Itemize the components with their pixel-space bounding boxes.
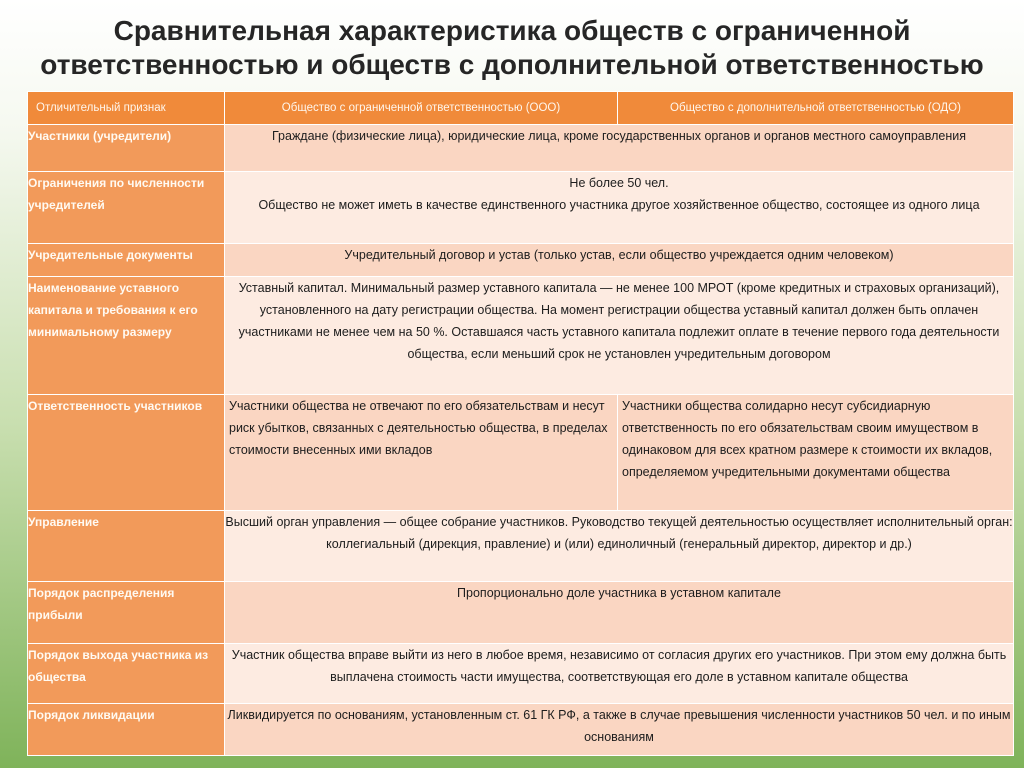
row-value-liability-odo: Участники общества солидарно несут субсидиарную ответственность по его обязательствам своим имуществом в одинаковом для всех кратном размере к стоимости их вкладов, определяемом учредительными документами общества (618, 395, 1014, 511)
row-value-founding-docs: Учредительный договор и устав (только устав, если общество учреждается одним человеком) (225, 244, 1014, 277)
row-label-participants: Участники (учредители) (28, 125, 225, 172)
row-value-liquidation: Ликвидируется по основаниям, установленным ст. 61 ГК РФ, а также в случае превышения численности участников 50 чел. и по иным основаниям (225, 704, 1014, 756)
row-value-participants: Граждане (физические лица), юридические лица, кроме государственных органов и органов местного самоуправления (225, 125, 1014, 172)
row-label-management: Управление (28, 511, 225, 582)
table-row-capital (28, 277, 1014, 395)
table-row-management (28, 511, 1014, 582)
table-header-row (28, 92, 1014, 125)
table-row-founder-limits (28, 172, 1014, 244)
table-row-founding-docs (28, 244, 1014, 277)
row-label-founding-docs: Учредительные документы (28, 244, 225, 277)
row-value-capital: Уставный капитал. Минимальный размер уставного капитала — не менее 100 МРОТ (кроме кредитных и страховых организаций), установленного на дату регистрации общества. На момент регистрации общества уставный капитал должен быть оплачен участниками не менее чем на 50 %. Оставшаяся часть уставного капитала подлежит оплате в течение первого года деятельности общества, если меньший срок не установлен учредительным договором (225, 277, 1014, 395)
row-value-founder-limits-line-1: Не более 50 чел. (569, 176, 669, 190)
row-label-liability: Ответственность участников (28, 395, 225, 511)
slide-title-line-2: ответственностью и обществ с дополнительной ответственностью (40, 49, 984, 80)
table-row-liability (28, 395, 1014, 511)
slide-title (0, 14, 1024, 82)
row-value-liability-ooo: Участники общества не отвечают по его обязательствам и несут риск убытков, связанных с деятельностью общества, в пределах стоимости внесенных ими вкладов (225, 395, 618, 511)
row-value-exit: Участник общества вправе выйти из него в любое время, независимо от согласия других его участников. При этом ему должна быть выплачена стоимость части имущества, соответствующая его доле в уставном капитале общества (225, 644, 1014, 704)
row-value-founder-limits (225, 172, 1014, 244)
header-feature: Отличительный признак (28, 92, 225, 125)
header-odo: Общество с дополнительной ответственностью (ОДО) (618, 92, 1014, 125)
table-row-participants (28, 125, 1014, 172)
row-label-exit: Порядок выхода участника из общества (28, 644, 225, 704)
table-row-exit (28, 644, 1014, 704)
row-value-founder-limits-line-2: Общество не может иметь в качестве единственного участника другое хозяйственное общество, состоящее из одного лица (258, 198, 980, 212)
row-label-founder-limits: Ограничения по численности учредителей (28, 172, 225, 244)
header-ooo: Общество с ограниченной ответственностью (ООО) (225, 92, 618, 125)
slide-title-line-1: Сравнительная характеристика обществ с ограниченной (113, 15, 911, 46)
table-row-liquidation (28, 704, 1014, 756)
row-label-liquidation: Порядок ликвидации (28, 704, 225, 756)
table-row-profit (28, 582, 1014, 644)
comparison-table (27, 91, 1014, 756)
row-value-management: Высший орган управления — общее собрание участников. Руководство текущей деятельностью осуществляет исполнительный орган: коллегиальный (дирекция, правление) и (или) единоличный (генеральный директор, директор и др.) (225, 511, 1014, 582)
row-value-profit: Пропорционально доле участника в уставном капитале (225, 582, 1014, 644)
row-label-capital: Наименование уставного капитала и требования к его минимальному размеру (28, 277, 225, 395)
row-label-profit: Порядок распределения прибыли (28, 582, 225, 644)
